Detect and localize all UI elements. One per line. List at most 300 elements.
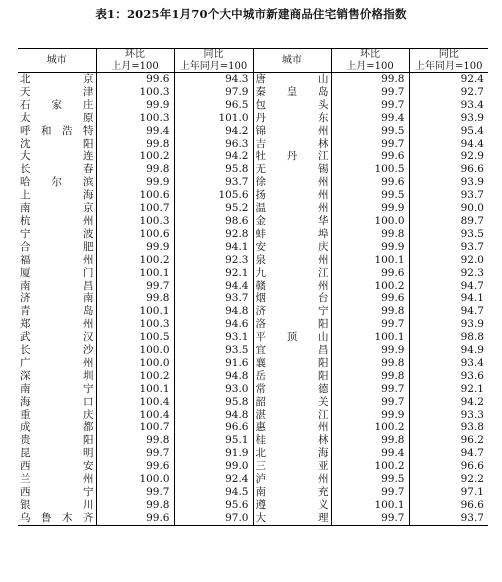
mom-cell-left: 100.2 — [96, 150, 174, 163]
yoy-cell-right: 95.4 — [409, 125, 488, 138]
city-cell-left — [18, 370, 96, 383]
city-cell-left — [18, 125, 96, 138]
mom-cell-right: 99.8 — [331, 434, 409, 447]
mom-cell-left: 99.9 — [96, 241, 174, 254]
yoy-cell-right: 93.4 — [409, 357, 488, 370]
mom-cell-left: 99.7 — [96, 280, 174, 293]
city-cell-right — [253, 486, 331, 499]
city-name: 大 连 — [20, 150, 94, 163]
city-name: 蚌 埠 — [255, 227, 329, 240]
city-name: 秦皇岛 — [255, 85, 329, 98]
yoy-cell-right: 93.7 — [409, 189, 488, 202]
mom-cell-right: 99.6 — [331, 176, 409, 189]
mom-cell-right: 99.9 — [331, 409, 409, 422]
city-name: 昆 明 — [20, 447, 94, 460]
yoy-cell-right: 93.7 — [409, 241, 488, 254]
table-body — [18, 73, 488, 526]
yoy-cell-right: 93.4 — [409, 99, 488, 112]
yoy-cell-right: 92.9 — [409, 150, 488, 163]
city-cell-right — [253, 305, 331, 318]
city-name: 北 京 — [20, 73, 94, 85]
table-title: 表1：2025年1月70个大中城市新建商品住宅销售价格指数 — [95, 7, 407, 21]
city-name: 大 理 — [255, 511, 329, 524]
city-name: 南 宁 — [20, 382, 94, 395]
city-cell-right — [253, 447, 331, 460]
city-cell-left — [18, 86, 96, 99]
city-name: 襄 阳 — [255, 356, 329, 369]
city-name: 合 肥 — [20, 240, 94, 253]
yoy-cell-left: 96.3 — [174, 138, 253, 151]
city-cell-right — [253, 228, 331, 241]
city-name: 常 德 — [255, 382, 329, 395]
yoy-cell-left: 95.8 — [174, 396, 253, 409]
table-row — [18, 112, 488, 125]
table-row — [18, 254, 488, 267]
yoy-cell-right: 90.0 — [409, 202, 488, 215]
city-name: 福 州 — [20, 253, 94, 266]
city-cell-right — [253, 150, 331, 163]
yoy-cell-left: 95.8 — [174, 163, 253, 176]
city-cell-left — [18, 396, 96, 409]
mom-cell-right: 99.7 — [331, 138, 409, 151]
mom-cell-left: 100.0 — [96, 473, 174, 486]
header-mom-base-left: 上月=100 — [96, 61, 174, 73]
yoy-cell-left: 94.5 — [174, 486, 253, 499]
yoy-cell-right: 96.6 — [409, 499, 488, 512]
table-row — [18, 176, 488, 189]
city-cell-left — [18, 421, 96, 434]
city-name: 西 宁 — [20, 486, 94, 498]
table-row — [18, 331, 488, 344]
mom-cell-right: 99.7 — [331, 512, 409, 525]
table-row — [18, 357, 488, 370]
city-cell-left — [18, 267, 96, 280]
mom-cell-right: 99.9 — [331, 202, 409, 215]
city-cell-left — [18, 460, 96, 473]
table-row — [18, 486, 488, 499]
header-yoy-right: 同比 — [409, 49, 488, 62]
city-cell-left — [18, 176, 96, 189]
city-name: 赣 州 — [255, 279, 329, 292]
header-mom-left: 环比 — [96, 49, 174, 62]
yoy-cell-right: 97.1 — [409, 486, 488, 499]
city-name: 杭 州 — [20, 214, 94, 227]
city-cell-left — [18, 512, 96, 525]
city-cell-right — [253, 383, 331, 396]
city-name: 济 宁 — [255, 305, 329, 318]
city-cell-right — [253, 460, 331, 473]
yoy-cell-left: 97.0 — [174, 512, 253, 525]
yoy-cell-right: 93.6 — [409, 370, 488, 383]
mom-cell-right: 99.7 — [331, 396, 409, 409]
mom-cell-left: 99.6 — [96, 73, 174, 86]
city-cell-left — [18, 99, 96, 112]
header-city-right: 城市 — [253, 49, 331, 73]
city-name: 平顶山 — [255, 331, 329, 344]
yoy-cell-right: 96.6 — [409, 460, 488, 473]
mom-cell-left: 99.7 — [96, 486, 174, 499]
yoy-cell-right: 98.8 — [409, 331, 488, 344]
mom-cell-left: 100.7 — [96, 202, 174, 215]
city-name: 长 沙 — [20, 344, 94, 357]
city-cell-right — [253, 344, 331, 357]
city-cell-left — [18, 331, 96, 344]
mom-cell-left: 100.1 — [96, 383, 174, 396]
city-name: 泉 州 — [255, 253, 329, 266]
city-name: 湛 江 — [255, 408, 329, 421]
table-row — [18, 99, 488, 112]
yoy-cell-left: 94.6 — [174, 318, 253, 331]
city-cell-right — [253, 512, 331, 525]
mom-cell-left: 99.8 — [96, 499, 174, 512]
city-cell-left — [18, 163, 96, 176]
mom-cell-left: 100.1 — [96, 267, 174, 280]
city-name: 重 庆 — [20, 408, 94, 421]
mom-cell-left: 100.3 — [96, 86, 174, 99]
table-row — [18, 512, 488, 525]
city-name: 贵 阳 — [20, 434, 94, 447]
city-cell-right — [253, 292, 331, 305]
city-cell-left — [18, 112, 96, 125]
table-row — [18, 318, 488, 331]
city-name: 温 州 — [255, 202, 329, 215]
city-cell-left — [18, 292, 96, 305]
city-name: 安 庆 — [255, 240, 329, 253]
mom-cell-left: 100.1 — [96, 305, 174, 318]
header-city-left: 城市 — [18, 49, 96, 73]
yoy-cell-right: 96.6 — [409, 163, 488, 176]
yoy-cell-left: 94.2 — [174, 125, 253, 138]
mom-cell-right: 100.0 — [331, 215, 409, 228]
table-row — [18, 499, 488, 512]
mom-cell-right: 100.1 — [331, 254, 409, 267]
mom-cell-left: 100.6 — [96, 189, 174, 202]
city-cell-right — [253, 189, 331, 202]
mom-cell-right: 99.4 — [331, 447, 409, 460]
mom-cell-left: 99.6 — [96, 512, 174, 525]
yoy-cell-left: 96.6 — [174, 421, 253, 434]
city-name: 桂 林 — [255, 434, 329, 447]
yoy-cell-right: 94.7 — [409, 280, 488, 293]
city-cell-left — [18, 357, 96, 370]
yoy-cell-right: 94.7 — [409, 447, 488, 460]
yoy-cell-right: 93.8 — [409, 421, 488, 434]
yoy-cell-left: 94.3 — [174, 73, 253, 86]
table-row — [18, 202, 488, 215]
city-name: 乌鲁木齐 — [20, 511, 94, 524]
mom-cell-right: 99.6 — [331, 150, 409, 163]
city-name: 烟 台 — [255, 292, 329, 305]
city-name: 遵 义 — [255, 498, 329, 511]
yoy-cell-left: 95.2 — [174, 202, 253, 215]
yoy-cell-right: 96.2 — [409, 434, 488, 447]
city-name: 海 口 — [20, 395, 94, 408]
mom-cell-right: 99.7 — [331, 86, 409, 99]
city-name: 厦 门 — [20, 266, 94, 279]
city-cell-left — [18, 138, 96, 151]
mom-cell-left: 99.9 — [96, 99, 174, 112]
city-cell-left — [18, 202, 96, 215]
city-cell-left — [18, 434, 96, 447]
city-name: 南 充 — [255, 486, 329, 498]
mom-cell-right: 100.5 — [331, 163, 409, 176]
city-cell-right — [253, 396, 331, 409]
city-name: 包 头 — [255, 98, 329, 111]
city-name: 徐 州 — [255, 176, 329, 189]
mom-cell-right: 100.1 — [331, 331, 409, 344]
city-cell-right — [253, 73, 331, 86]
city-name: 锦 州 — [255, 124, 329, 137]
city-cell-right — [253, 215, 331, 228]
table-row — [18, 267, 488, 280]
price-index-table — [18, 48, 488, 526]
table-row — [18, 344, 488, 357]
yoy-cell-left: 95.1 — [174, 434, 253, 447]
city-cell-left — [18, 305, 96, 318]
city-name: 西 安 — [20, 460, 94, 473]
city-cell-right — [253, 254, 331, 267]
city-cell-left — [18, 189, 96, 202]
yoy-cell-left: 93.5 — [174, 344, 253, 357]
yoy-cell-left: 92.4 — [174, 473, 253, 486]
mom-cell-right: 100.2 — [331, 421, 409, 434]
mom-cell-left: 100.3 — [96, 318, 174, 331]
city-name: 牡丹江 — [255, 150, 329, 163]
mom-cell-right: 100.1 — [331, 499, 409, 512]
city-cell-left — [18, 150, 96, 163]
city-name: 金 华 — [255, 214, 329, 227]
city-name: 呼和浩特 — [20, 124, 94, 137]
mom-cell-right: 99.8 — [331, 305, 409, 318]
header-yoy-left: 同比 — [174, 49, 253, 62]
yoy-cell-right: 94.9 — [409, 344, 488, 357]
yoy-cell-left: 92.1 — [174, 267, 253, 280]
mom-cell-left: 100.5 — [96, 331, 174, 344]
yoy-cell-right: 93.9 — [409, 318, 488, 331]
mom-cell-left: 100.0 — [96, 357, 174, 370]
mom-cell-left: 100.7 — [96, 421, 174, 434]
yoy-cell-left: 94.1 — [174, 241, 253, 254]
table-row — [18, 241, 488, 254]
mom-cell-left: 100.3 — [96, 215, 174, 228]
mom-cell-left: 99.4 — [96, 125, 174, 138]
table-row — [18, 447, 488, 460]
mom-cell-right: 99.8 — [331, 370, 409, 383]
city-name: 成 都 — [20, 421, 94, 434]
yoy-cell-left: 92.8 — [174, 228, 253, 241]
table-row — [18, 280, 488, 293]
yoy-cell-left: 93.7 — [174, 292, 253, 305]
city-name: 韶 关 — [255, 395, 329, 408]
city-cell-right — [253, 138, 331, 151]
city-name: 宜 昌 — [255, 344, 329, 357]
yoy-cell-left: 93.1 — [174, 331, 253, 344]
yoy-cell-right: 93.5 — [409, 228, 488, 241]
mom-cell-right: 99.7 — [331, 99, 409, 112]
yoy-cell-right: 93.7 — [409, 512, 488, 525]
mom-cell-left: 100.0 — [96, 344, 174, 357]
city-cell-right — [253, 318, 331, 331]
city-cell-right — [253, 409, 331, 422]
mom-cell-right: 99.8 — [331, 228, 409, 241]
table-row — [18, 215, 488, 228]
yoy-cell-left: 101.0 — [174, 112, 253, 125]
table-row — [18, 460, 488, 473]
mom-cell-right: 99.5 — [331, 189, 409, 202]
mom-cell-right: 99.5 — [331, 125, 409, 138]
table-row — [18, 125, 488, 138]
table-row — [18, 73, 488, 86]
table-row — [18, 86, 488, 99]
mom-cell-left: 99.8 — [96, 138, 174, 151]
yoy-cell-right: 94.1 — [409, 292, 488, 305]
mom-cell-right: 99.7 — [331, 318, 409, 331]
header-mom-right: 环比 — [331, 49, 409, 62]
city-cell-left — [18, 383, 96, 396]
city-cell-right — [253, 86, 331, 99]
city-cell-left — [18, 228, 96, 241]
city-cell-left — [18, 447, 96, 460]
mom-cell-left: 99.8 — [96, 292, 174, 305]
city-cell-left — [18, 73, 96, 86]
city-name: 太 原 — [20, 111, 94, 124]
table-row — [18, 473, 488, 486]
yoy-cell-left: 94.2 — [174, 150, 253, 163]
mom-cell-left: 100.2 — [96, 254, 174, 267]
city-name: 北 海 — [255, 447, 329, 460]
city-name: 长 春 — [20, 163, 94, 176]
city-name: 广 州 — [20, 356, 94, 369]
table-row — [18, 305, 488, 318]
mom-cell-right: 99.5 — [331, 473, 409, 486]
yoy-cell-left: 91.6 — [174, 357, 253, 370]
city-name: 兰 州 — [20, 473, 94, 486]
yoy-cell-left: 96.5 — [174, 99, 253, 112]
city-name: 南 昌 — [20, 279, 94, 292]
city-name: 武 汉 — [20, 331, 94, 344]
yoy-cell-left: 92.3 — [174, 254, 253, 267]
city-cell-right — [253, 499, 331, 512]
mom-cell-left: 100.2 — [96, 370, 174, 383]
city-cell-left — [18, 254, 96, 267]
city-name: 扬 州 — [255, 189, 329, 202]
city-name: 南 京 — [20, 202, 94, 215]
yoy-cell-right: 93.9 — [409, 176, 488, 189]
mom-cell-left: 100.3 — [96, 112, 174, 125]
city-cell-right — [253, 473, 331, 486]
city-cell-right — [253, 99, 331, 112]
yoy-cell-left: 95.6 — [174, 499, 253, 512]
city-cell-right — [253, 331, 331, 344]
city-cell-left — [18, 344, 96, 357]
mom-cell-right: 99.9 — [331, 344, 409, 357]
city-cell-left — [18, 318, 96, 331]
city-cell-right — [253, 176, 331, 189]
yoy-cell-right: 93.3 — [409, 409, 488, 422]
table-row — [18, 383, 488, 396]
city-cell-left — [18, 280, 96, 293]
city-cell-right — [253, 421, 331, 434]
city-name: 沈 阳 — [20, 137, 94, 150]
header-yoy-base-left: 上年同月=100 — [174, 61, 253, 73]
mom-cell-left: 100.4 — [96, 409, 174, 422]
yoy-cell-right: 92.0 — [409, 254, 488, 267]
city-name: 天 津 — [20, 85, 94, 98]
table-row — [18, 228, 488, 241]
yoy-cell-right: 94.4 — [409, 138, 488, 151]
yoy-cell-left: 94.4 — [174, 280, 253, 293]
yoy-cell-left: 94.8 — [174, 305, 253, 318]
mom-cell-left: 99.8 — [96, 163, 174, 176]
mom-cell-right: 99.9 — [331, 241, 409, 254]
yoy-cell-right: 93.9 — [409, 112, 488, 125]
yoy-cell-left: 91.9 — [174, 447, 253, 460]
city-name: 郑 州 — [20, 318, 94, 331]
yoy-cell-left: 99.0 — [174, 460, 253, 473]
mom-cell-left: 99.7 — [96, 447, 174, 460]
yoy-cell-right: 92.2 — [409, 473, 488, 486]
table-row — [18, 396, 488, 409]
city-cell-right — [253, 241, 331, 254]
mom-cell-left: 99.8 — [96, 434, 174, 447]
city-name: 青 岛 — [20, 305, 94, 318]
mom-cell-right: 99.6 — [331, 292, 409, 305]
city-name: 三 亚 — [255, 460, 329, 473]
city-cell-left — [18, 215, 96, 228]
city-cell-left — [18, 409, 96, 422]
city-name: 石家庄 — [20, 98, 94, 111]
mom-cell-left: 100.6 — [96, 228, 174, 241]
yoy-cell-left: 93.0 — [174, 383, 253, 396]
city-name: 宁 波 — [20, 227, 94, 240]
table-row — [18, 292, 488, 305]
city-cell-left — [18, 486, 96, 499]
yoy-cell-right: 94.7 — [409, 305, 488, 318]
city-name: 深 圳 — [20, 369, 94, 382]
yoy-cell-right: 92.7 — [409, 86, 488, 99]
yoy-cell-left: 98.6 — [174, 215, 253, 228]
yoy-cell-left: 93.7 — [174, 176, 253, 189]
city-name: 惠 州 — [255, 421, 329, 434]
mom-cell-left: 99.6 — [96, 460, 174, 473]
yoy-cell-right: 92.4 — [409, 73, 488, 86]
city-name: 丹 东 — [255, 111, 329, 124]
yoy-cell-right: 89.7 — [409, 215, 488, 228]
city-cell-right — [253, 267, 331, 280]
mom-cell-right: 99.8 — [331, 357, 409, 370]
city-cell-right — [253, 357, 331, 370]
yoy-cell-left: 94.8 — [174, 370, 253, 383]
header-mom-base-right: 上月=100 — [331, 61, 409, 73]
table-row — [18, 434, 488, 447]
mom-cell-right: 99.6 — [331, 267, 409, 280]
table-row — [18, 421, 488, 434]
city-name: 银 川 — [20, 498, 94, 511]
mom-cell-left: 100.4 — [96, 396, 174, 409]
mom-cell-right: 99.4 — [331, 112, 409, 125]
mom-cell-right: 100.2 — [331, 280, 409, 293]
mom-cell-right: 99.7 — [331, 486, 409, 499]
city-cell-right — [253, 112, 331, 125]
city-name: 唐 山 — [255, 73, 329, 85]
city-name: 岳 阳 — [255, 369, 329, 382]
city-cell-right — [253, 202, 331, 215]
city-name: 泸 州 — [255, 473, 329, 486]
city-cell-right — [253, 280, 331, 293]
city-name: 哈尔滨 — [20, 176, 94, 189]
yoy-cell-left: 97.9 — [174, 86, 253, 99]
city-cell-left — [18, 473, 96, 486]
